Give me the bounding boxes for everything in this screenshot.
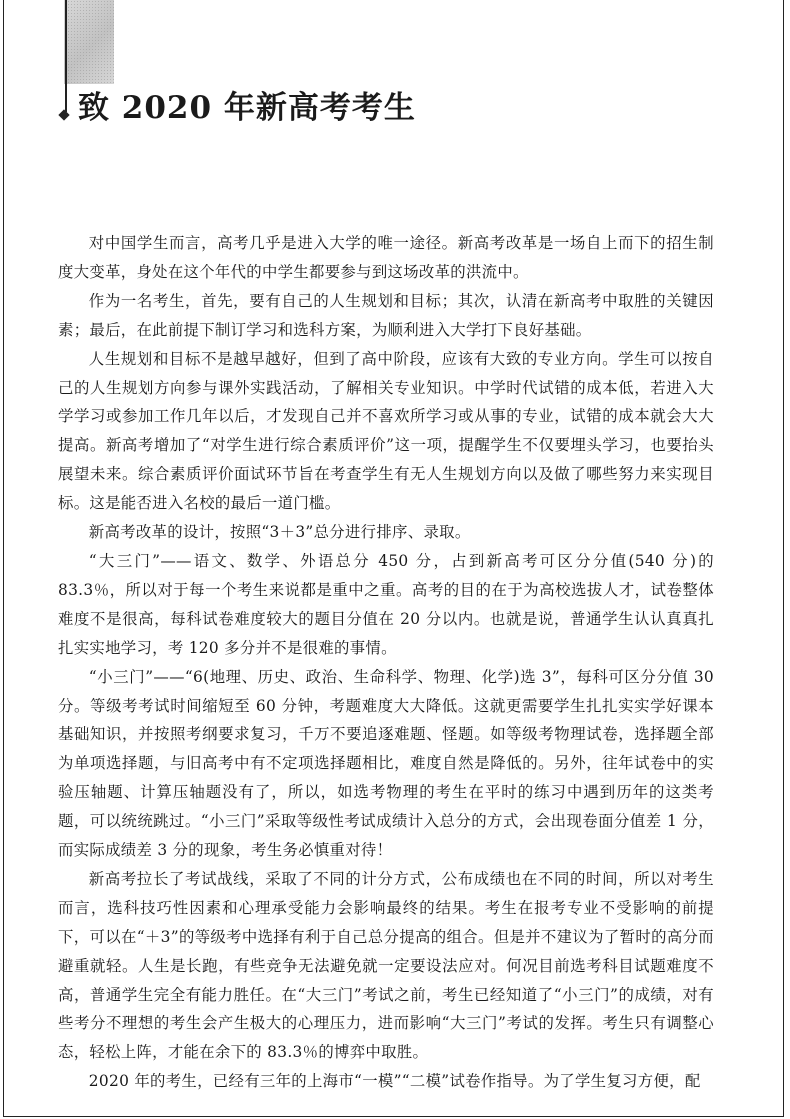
paragraph: 作为一名考生，首先，要有自己的人生规划和目标；其次，认清在新高考中取胜的关键因素；最后，在此前提下制订学习和选科方案，为顺利进入大学打下良好基础。 [58, 291, 714, 339]
page-title: 致 2020 年新高考考生 [78, 90, 416, 126]
header-decoration-block [64, 0, 114, 84]
article-body [58, 229, 714, 1096]
paragraph: 2020 年的考生，已经有三年的上海市“一模”“二模”试卷作指导。为了学生复习方便，配 [88, 1072, 701, 1091]
paragraph: “小三门”——“6(地理、历史、政治、生命科学、物理、化学)选 3”，每科可区分分值 30 分。等级考考试时间缩短至 60 分钟，考题难度大大降低。这就更需要学生扎扎实实学好课本基础知识，并按照考纲要求复习，千万不要追逐难题、怪题。如等级考物理试卷，选择题全部为单项选择题，与旧高考中有不定项选择题相比，难度自然是降低的。另外，往年试卷中的实验压轴题、计算压轴题没有了，所以，如选考物理的考生在平时的练习中遇到历年的这类考题，可以统统跳过。“小三门”采取等级性考试成绩计入总分的方式，会出现卷面分值差 1 分，而实际成绩差 3 分的现象，考生务必慎重对待！ [58, 667, 714, 860]
paragraph: “大三门”——语文、数学、外语总分 450 分，占到新高考可区分分值(540 分)的 83.3％，所以对于每一个考生来说都是重中之重。高考的目的在于为高校选拔人才，试卷整体难度不是很高，每科试卷难度较大的题目分值在 20 分以内。也就是说，普通学生认认真真扎扎实实地学习，考 120 多分并不是很难的事情。 [58, 551, 714, 657]
paragraph: 新高考改革的设计，按照“3＋3”总分进行排序、录取。 [88, 523, 471, 542]
paragraph: 新高考拉长了考试战线，采取了不同的计分方式，公布成绩也在不同的时间，所以对考生而言，选科技巧性因素和心理承受能力会影响最终的结果。考生在报考专业不受影响的前提下，可以在“＋3”的等级考中选择有利于自己总分提高的组合。但是并不建议为了暂时的高分而避重就轻。人生是长跑，有些竞争无法避免就一定要设法应对。何况目前选考科目试题难度不高，普通学生完全有能力胜任。在“大三门”考试之前，考生已经知道了“小三门”的成绩，对有些考分不理想的考生会产生极大的心理压力，进而影响“大三门”考试的发挥。考生只有调整心态，轻松上阵，才能在余下的 83.3％的博弈中取胜。 [58, 869, 714, 1062]
paragraph: 对中国学生而言，高考几乎是进入大学的唯一途径。新高考改革是一场自上而下的招生制度大变革，身处在这个年代的中学生都要参与到这场改革的洪流中。 [58, 234, 714, 281]
paragraph: 人生规划和目标不是越早越好，但到了高中阶段，应该有大致的专业方向。学生可以按自己的人生规划方向参与课外实践活动，了解相关专业知识。中学时代试错的成本低，若进入大学学习或参加工作几年以后，才发现自己并不喜欢所学习或从事的专业，试错的成本就会大大提高。新高考增加了“对学生进行综合素质评价”这一项，提醒学生不仅要埋头学习，也要抬头展望未来。综合素质评价面试环节旨在考查学生有无人生规划方向以及做了哪些努力来实现目标。这是能否进入名校的最后一道门槛。 [58, 349, 714, 513]
header-decoration-line [65, 0, 67, 112]
